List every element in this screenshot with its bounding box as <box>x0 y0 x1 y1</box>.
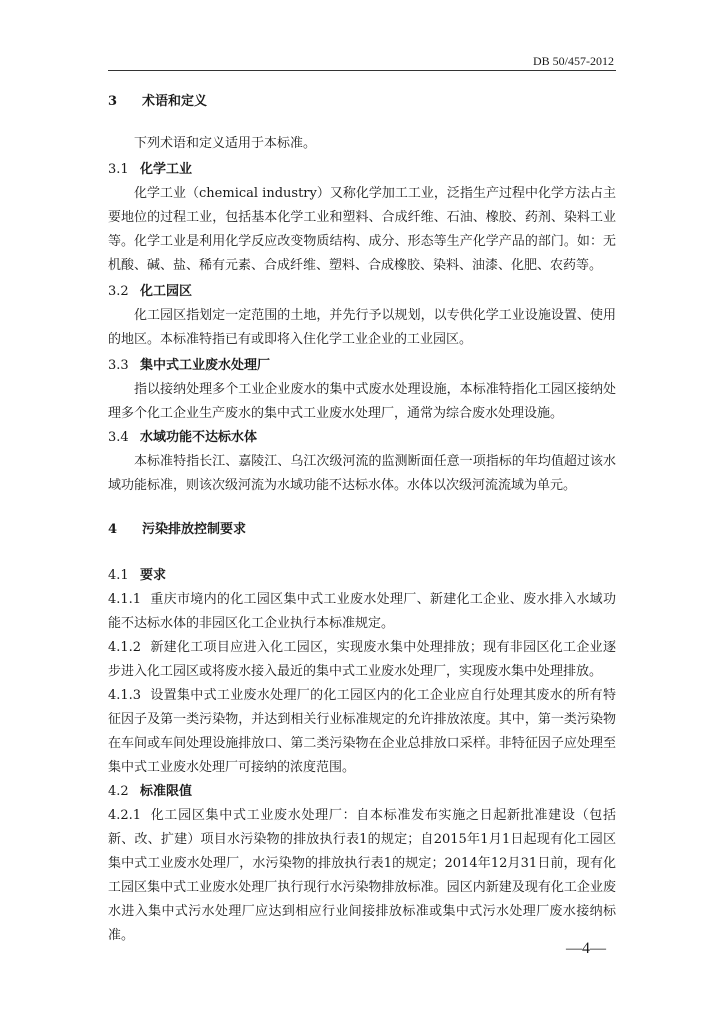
clause-text: 要求 <box>140 568 167 583</box>
clause <box>108 588 616 636</box>
clause-text: 术语和定义 <box>142 94 208 109</box>
clause-number: 4.2.1 <box>108 808 142 823</box>
clause-text: 化学工业（chemical industry）又称化学加工工业，泛指生产过程中化学方法占主要地位的过程工业，包括基本化学工业和塑料、合成纤维、石油、橡胶、药剂、染料工业等。化学工业是利用化学反应改变物质结构、成分、形态等生产化学产品的部门。如：无机酸、碱、盐、稀有元素、合成纤维、塑料、合成橡胶、染料、油漆、化肥、农药等。 <box>108 186 616 273</box>
clause-text: 化工园区 <box>140 284 193 299</box>
clause-number: 3.4 <box>108 430 129 445</box>
clause-number: 4.1.2 <box>108 640 142 655</box>
clause-number: 3.3 <box>108 358 129 373</box>
section-heading <box>108 354 616 378</box>
chapter-heading <box>108 518 616 542</box>
clause-number: 3.1 <box>108 162 129 177</box>
section-heading <box>108 780 616 804</box>
page-number: —4— <box>566 940 606 957</box>
clause-number: 4.1.3 <box>108 688 142 703</box>
clause <box>108 804 616 948</box>
clause-number: 3.2 <box>108 284 129 299</box>
paragraph <box>108 182 616 278</box>
clause-text: 设置集中式工业废水处理厂的化工园区内的化工企业应自行处理其废水的所有特征因子及第一类污染物，并达到相关行业标准规定的允许排放浓度。其中，第一类污染物在车间或车间处理设施排放口、第二类污染物在企业总排放口采样。非特征因子应处理至集中式工业废水处理厂可接纳的浓度范围。 <box>108 688 616 775</box>
clause-text: 化工园区集中式工业废水处理厂：自本标准发布实施之日起新批准建设（包括新、改、扩建）项目水污染物的排放执行表1的规定；自2015年1月1日起现有化工园区集中式工业废水处理厂，水污染物的排放执行表1的规定；2014年12月31日前，现有化工园区集中式工业废水处理厂执行现行水污染物排放标准。园区内新建及现有化工企业废水进入集中式污水处理厂应达到相应行业间接排放标准或集中式污水处理厂废水接纳标准。 <box>108 808 616 943</box>
clause-text: 本标准特指长江、嘉陵江、乌江次级河流的监测断面任意一项指标的年均值超过该水域功能标准，则该次级河流为水域功能不达标水体。水体以次级河流流域为单元。 <box>108 454 616 493</box>
chapter-heading <box>108 90 616 114</box>
standard-code: DB 50/457-2012 <box>533 54 614 68</box>
clause-number: 3 <box>108 94 118 109</box>
clause-text: 标准限值 <box>140 784 193 799</box>
clause-text: 重庆市境内的化工园区集中式工业废水处理厂、新建化工企业、废水排入水域功能不达标水体的非园区化工企业执行本标准规定。 <box>108 592 616 631</box>
clause-text: 集中式工业废水处理厂 <box>140 358 271 373</box>
clause-text: 指以接纳处理多个工业企业废水的集中式废水处理设施，本标准特指化工园区接纳处理多个化工企业生产废水的集中式工业废水处理厂，通常为综合废水处理设施。 <box>108 382 616 421</box>
clause-text: 化工园区指划定一定范围的土地，并先行予以规划，以专供化学工业设施设置、使用的地区。本标准特指已有或即将入住化学工业企业的工业园区。 <box>108 308 616 347</box>
section-heading <box>108 426 616 450</box>
header-rule <box>108 70 616 71</box>
section-heading <box>108 280 616 304</box>
clause-number: 4.2 <box>108 784 129 799</box>
paragraph <box>108 378 616 426</box>
clause <box>108 684 616 780</box>
section-heading <box>108 158 616 182</box>
clause-text: 污染排放控制要求 <box>142 522 247 537</box>
clause-number: 4 <box>108 522 118 537</box>
clause-number: 4.1.1 <box>108 592 142 607</box>
clause-text: 新建化工项目应进入化工园区，实现废水集中处理排放；现有非园区化工企业逐步进入化工园区或将废水接入最近的集中式工业废水处理厂，实现废水集中处理排放。 <box>108 640 616 679</box>
clause-number: 4.1 <box>108 568 129 583</box>
clause-text: 下列术语和定义适用于本标准。 <box>134 136 317 151</box>
section-heading <box>108 564 616 588</box>
paragraph <box>108 132 616 156</box>
clause-text: 水域功能不达标水体 <box>140 430 258 445</box>
clause-text: 化学工业 <box>140 162 193 177</box>
paragraph <box>108 304 616 352</box>
paragraph <box>108 450 616 498</box>
clause <box>108 636 616 684</box>
